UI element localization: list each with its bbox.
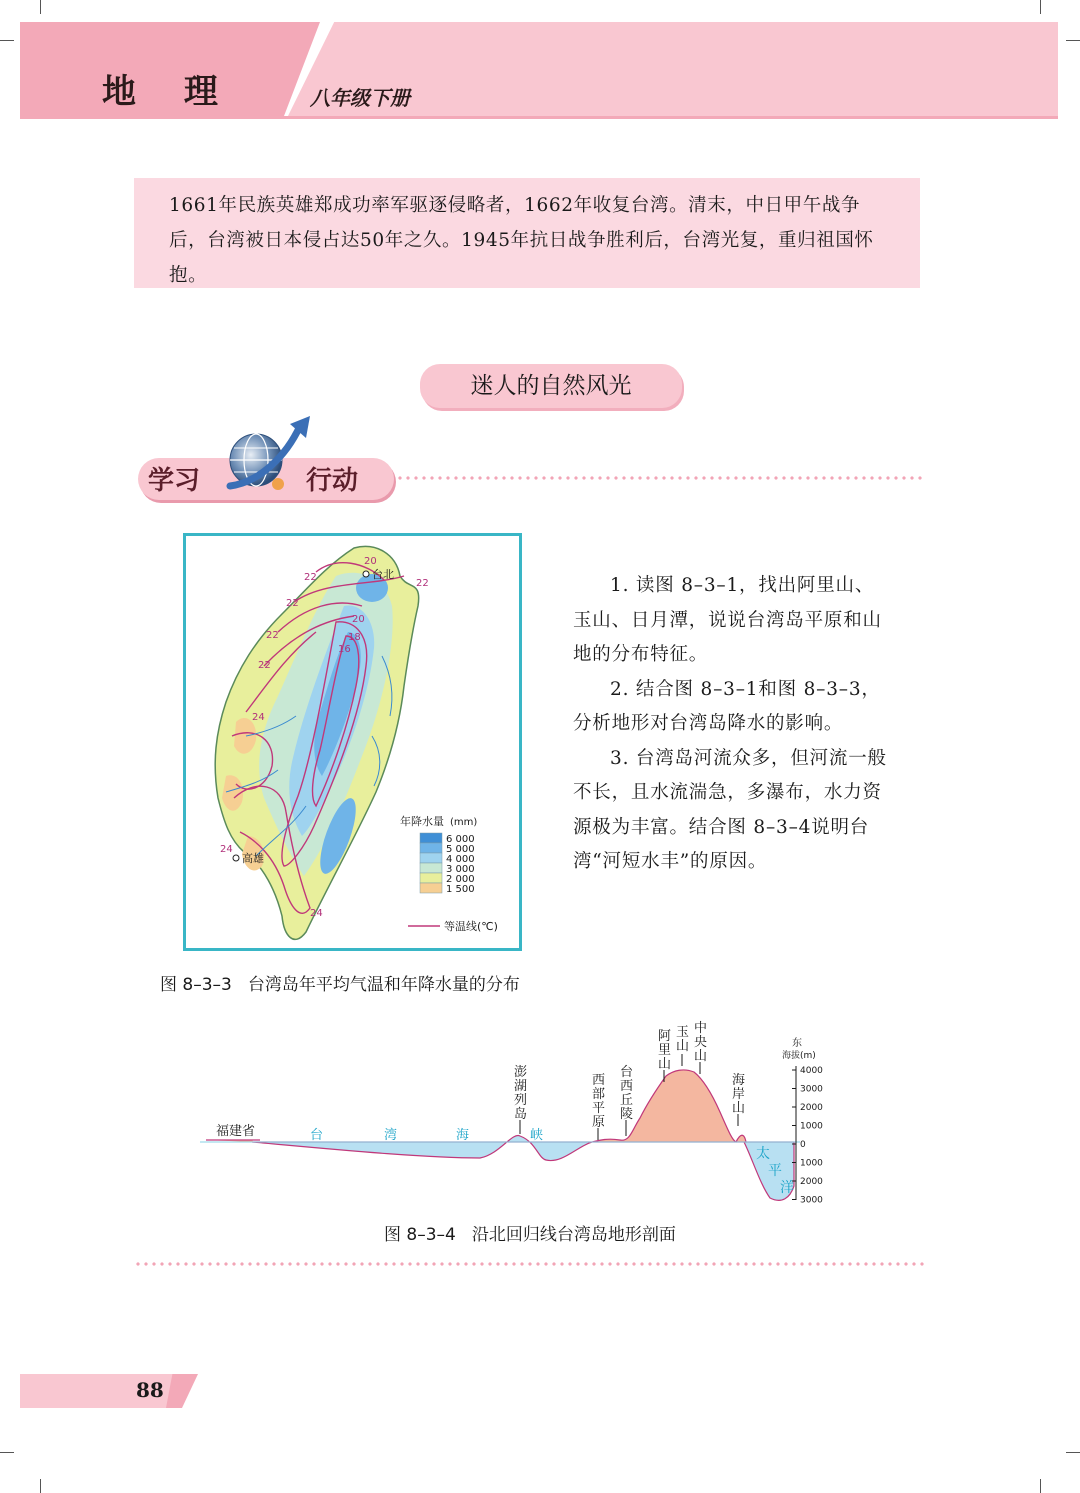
isotherm-label: 22: [258, 660, 271, 671]
banner-left-text: 学习: [148, 466, 201, 496]
crop-mark: [1040, 0, 1041, 14]
legend-level: 4 000: [446, 854, 475, 865]
activity-questions: [573, 569, 893, 880]
map-caption: [160, 970, 520, 995]
header-rule: [20, 116, 1058, 119]
legend-unit: (mm): [450, 817, 478, 828]
axis-tick-label: 3000: [800, 1195, 823, 1206]
profile-label-fujian: 福建省: [216, 1124, 256, 1139]
profile-label-central: 中央山: [694, 1021, 708, 1064]
subject-title: 地 理: [102, 72, 236, 112]
question-2: 2. 结合图 8–3–1和图 8–3–3，分析地形对台湾岛降水的影响。: [573, 678, 881, 734]
question-3: 3. 台湾岛河流众多，但河流一般不长，且水流湍急，多瀑布，水力资源极为丰富。结合图 8–3–4说明台湾“河短水丰”的原因。: [573, 747, 887, 872]
history-note: 1661年民族英雄郑成功率军驱逐侵略者，1662年收复台湾。清末，中日甲午战争后，台湾被日本侵占达50年之久。1945年抗日战争胜利后，台湾光复，重归祖国怀抱。: [134, 178, 920, 288]
crop-mark: [0, 1452, 14, 1453]
map-svg: [186, 536, 519, 948]
terrain-profile: [200, 1008, 840, 1213]
profile-label-strait: 湾: [384, 1128, 398, 1143]
taiwan-climate-map: [183, 533, 522, 951]
profile-label-penghu: 澎湖列岛: [514, 1065, 528, 1122]
precipitation-legend: [400, 814, 498, 933]
dotted-divider: [134, 1262, 924, 1266]
profile-label-strait: 峡: [530, 1128, 544, 1143]
axis-tick-label: 4000: [800, 1066, 823, 1076]
profile-label-alishan: 阿里山: [658, 1029, 672, 1072]
city-label-taipei: 台北: [372, 568, 394, 581]
axis-tick-label: 0: [800, 1140, 806, 1150]
crop-mark: [1066, 40, 1080, 41]
isotherm-label: 16: [338, 644, 351, 655]
crop-mark: [40, 1479, 41, 1493]
profile-caption-text: 沿北回归线台湾岛地形剖面: [471, 1225, 676, 1245]
page-number: 88: [136, 1378, 164, 1402]
isotherm-label: 24: [252, 712, 265, 723]
isotherm-label: 22: [304, 572, 317, 583]
dotted-divider: [396, 476, 924, 480]
isotherm-label: 18: [348, 632, 361, 643]
grade-subtitle: 八年级下册: [310, 86, 410, 110]
axis-tick-label: 1000: [800, 1121, 823, 1132]
axis-tick-label: 3000: [800, 1084, 823, 1095]
legend-level: 1 500: [446, 884, 475, 895]
section-title: 迷人的自然风光: [420, 364, 682, 408]
banner-right-text: 行动: [306, 466, 359, 496]
city-label-kaohsiung: 高雄: [242, 852, 264, 865]
isotherm-label: 22: [416, 578, 429, 589]
profile-label-strait: 台: [310, 1128, 324, 1143]
legend-level: 3 000: [446, 864, 475, 875]
isotherm-label: 24: [220, 844, 233, 855]
profile-axis-title: 海拔(m): [782, 1051, 816, 1061]
map-caption-text: 台湾岛年平均气温和年降水量的分布: [247, 975, 520, 995]
map-caption-number: 图 8–3–3: [160, 975, 232, 995]
profile-label-pacific: 太平洋: [756, 1146, 794, 1196]
question-1: 1. 读图 8–3–1，找出阿里山、玉山、日月潭，说说台湾岛平原和山地的分布特征。: [573, 575, 882, 665]
legend-isotherm-label: 等温线(℃): [444, 920, 498, 933]
crop-mark: [1040, 1479, 1041, 1493]
axis-tick-label: 1000: [800, 1158, 823, 1169]
isotherm-label: 20: [364, 556, 377, 567]
crop-mark: [0, 40, 14, 41]
page-header: [20, 22, 1058, 118]
profile-label-coastal: 海岸山: [732, 1073, 746, 1116]
axis-tick-label: 2000: [800, 1103, 823, 1113]
crop-mark: [40, 0, 41, 14]
profile-label-east: 东: [792, 1038, 802, 1049]
legend-level: 5 000: [446, 844, 475, 855]
learning-action-banner: [134, 412, 924, 502]
profile-label-strait: 海: [456, 1128, 470, 1143]
legend-level: 2 000: [446, 874, 475, 885]
isotherm-label: 20: [352, 614, 365, 625]
isotherm-label: 24: [310, 908, 323, 919]
isotherm-label: 22: [286, 598, 299, 609]
crop-mark: [1066, 1452, 1080, 1453]
isotherm-label: 22: [266, 630, 279, 641]
profile-label-yushan: 玉山: [676, 1025, 690, 1054]
profile-svg: [200, 1008, 840, 1213]
profile-caption: [384, 1220, 676, 1245]
profile-label-west-plain: 西部平原: [592, 1073, 606, 1130]
profile-caption-number: 图 8–3–4: [384, 1225, 456, 1245]
globe-arrow-icon: [220, 412, 316, 502]
profile-label-west-hills: 台西丘陵: [620, 1065, 634, 1122]
legend-title: 年降水量: [400, 815, 444, 828]
axis-tick-label: 2000: [800, 1177, 823, 1187]
legend-level: 6 000: [446, 834, 475, 845]
